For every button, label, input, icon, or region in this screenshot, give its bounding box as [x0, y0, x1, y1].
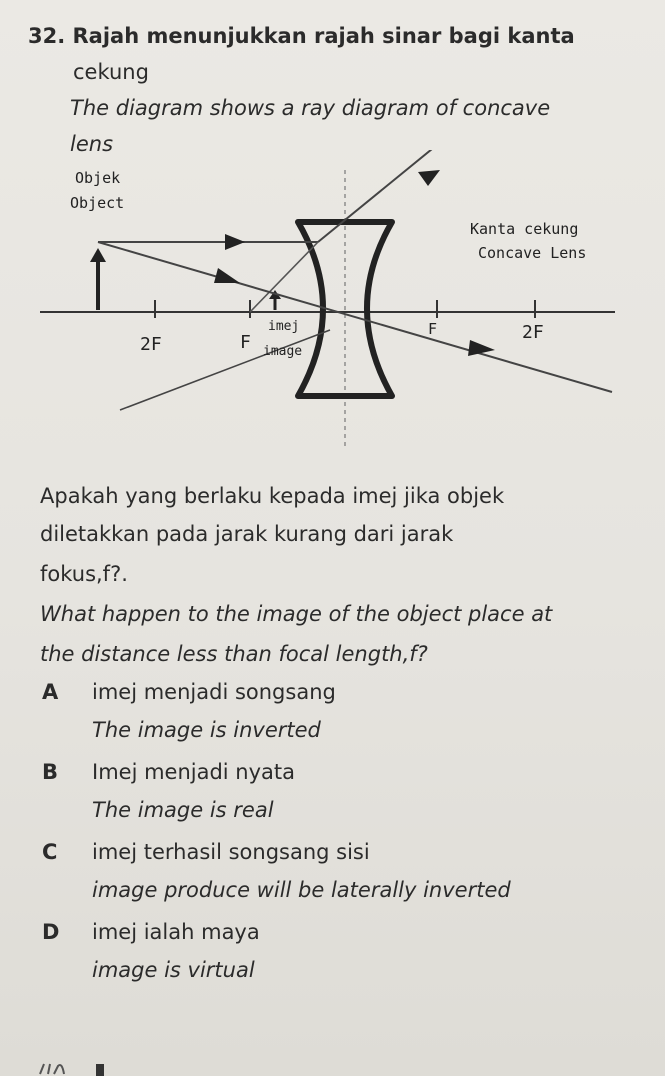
ray-center-arrow-1 [214, 268, 240, 283]
question-title-ms-1: Rajah menunjukkan rajah sinar bagi kanta [72, 24, 575, 48]
option-d-ms: imej ialah maya [92, 920, 260, 944]
prompt-en-1: What happen to the image of the object place at [40, 602, 553, 626]
prompt-en-2: the distance less than focal length,f? [40, 642, 428, 666]
option-d-en: image is virtual [92, 958, 255, 982]
question-title-ms-2: cekung [73, 60, 149, 84]
question-number: 32. [28, 24, 66, 48]
label-lens-en: Concave Lens [478, 244, 587, 262]
prompt-ms-3: fokus,f?. [40, 562, 128, 586]
option-b-ms: Imej menjadi nyata [92, 760, 296, 784]
label-f-right: F [428, 320, 438, 338]
question-title-line-1 [28, 22, 575, 50]
option-c-ms: imej terhasil songsang sisi [92, 840, 370, 864]
label-f-left: F [240, 332, 251, 353]
ray-virtual-extension [250, 242, 318, 312]
label-image-ms: imej [268, 319, 300, 334]
question-title-en-2: lens [70, 132, 114, 156]
option-a-en: The image is inverted [92, 718, 321, 742]
ray-diverging-refracted [318, 150, 470, 242]
option-a-ms: imej menjadi songsang [92, 680, 336, 704]
option-a-letter: A [42, 680, 59, 704]
label-object-ms: Objek [75, 169, 121, 187]
option-c-letter: C [42, 840, 58, 864]
object-arrow-head [90, 248, 106, 262]
prompt-ms-1: Apakah yang berlaku kepada imej jika objek [40, 484, 505, 508]
label-object-en: Object [70, 194, 125, 212]
prompt-ms-2: diletakkan pada jarak kurang dari jarak [40, 522, 454, 546]
option-d-letter: D [42, 920, 60, 944]
ray-parallel-arrow [225, 234, 245, 250]
option-b-en: The image is real [92, 798, 274, 822]
label-2f-left: 2F [140, 334, 162, 355]
option-b-letter: B [42, 760, 59, 784]
label-lens-ms: Kanta cekung [470, 220, 579, 238]
question-title-en-1: The diagram shows a ray diagram of concave [70, 96, 551, 120]
ray-diagram [0, 150, 665, 460]
label-image-en: image [263, 344, 303, 359]
ray-diverging-arrow [418, 170, 440, 186]
option-c-en: image produce will be laterally inverted [92, 878, 511, 902]
label-2f-right: 2F [522, 322, 544, 343]
page-edge-artifact [38, 1058, 108, 1076]
